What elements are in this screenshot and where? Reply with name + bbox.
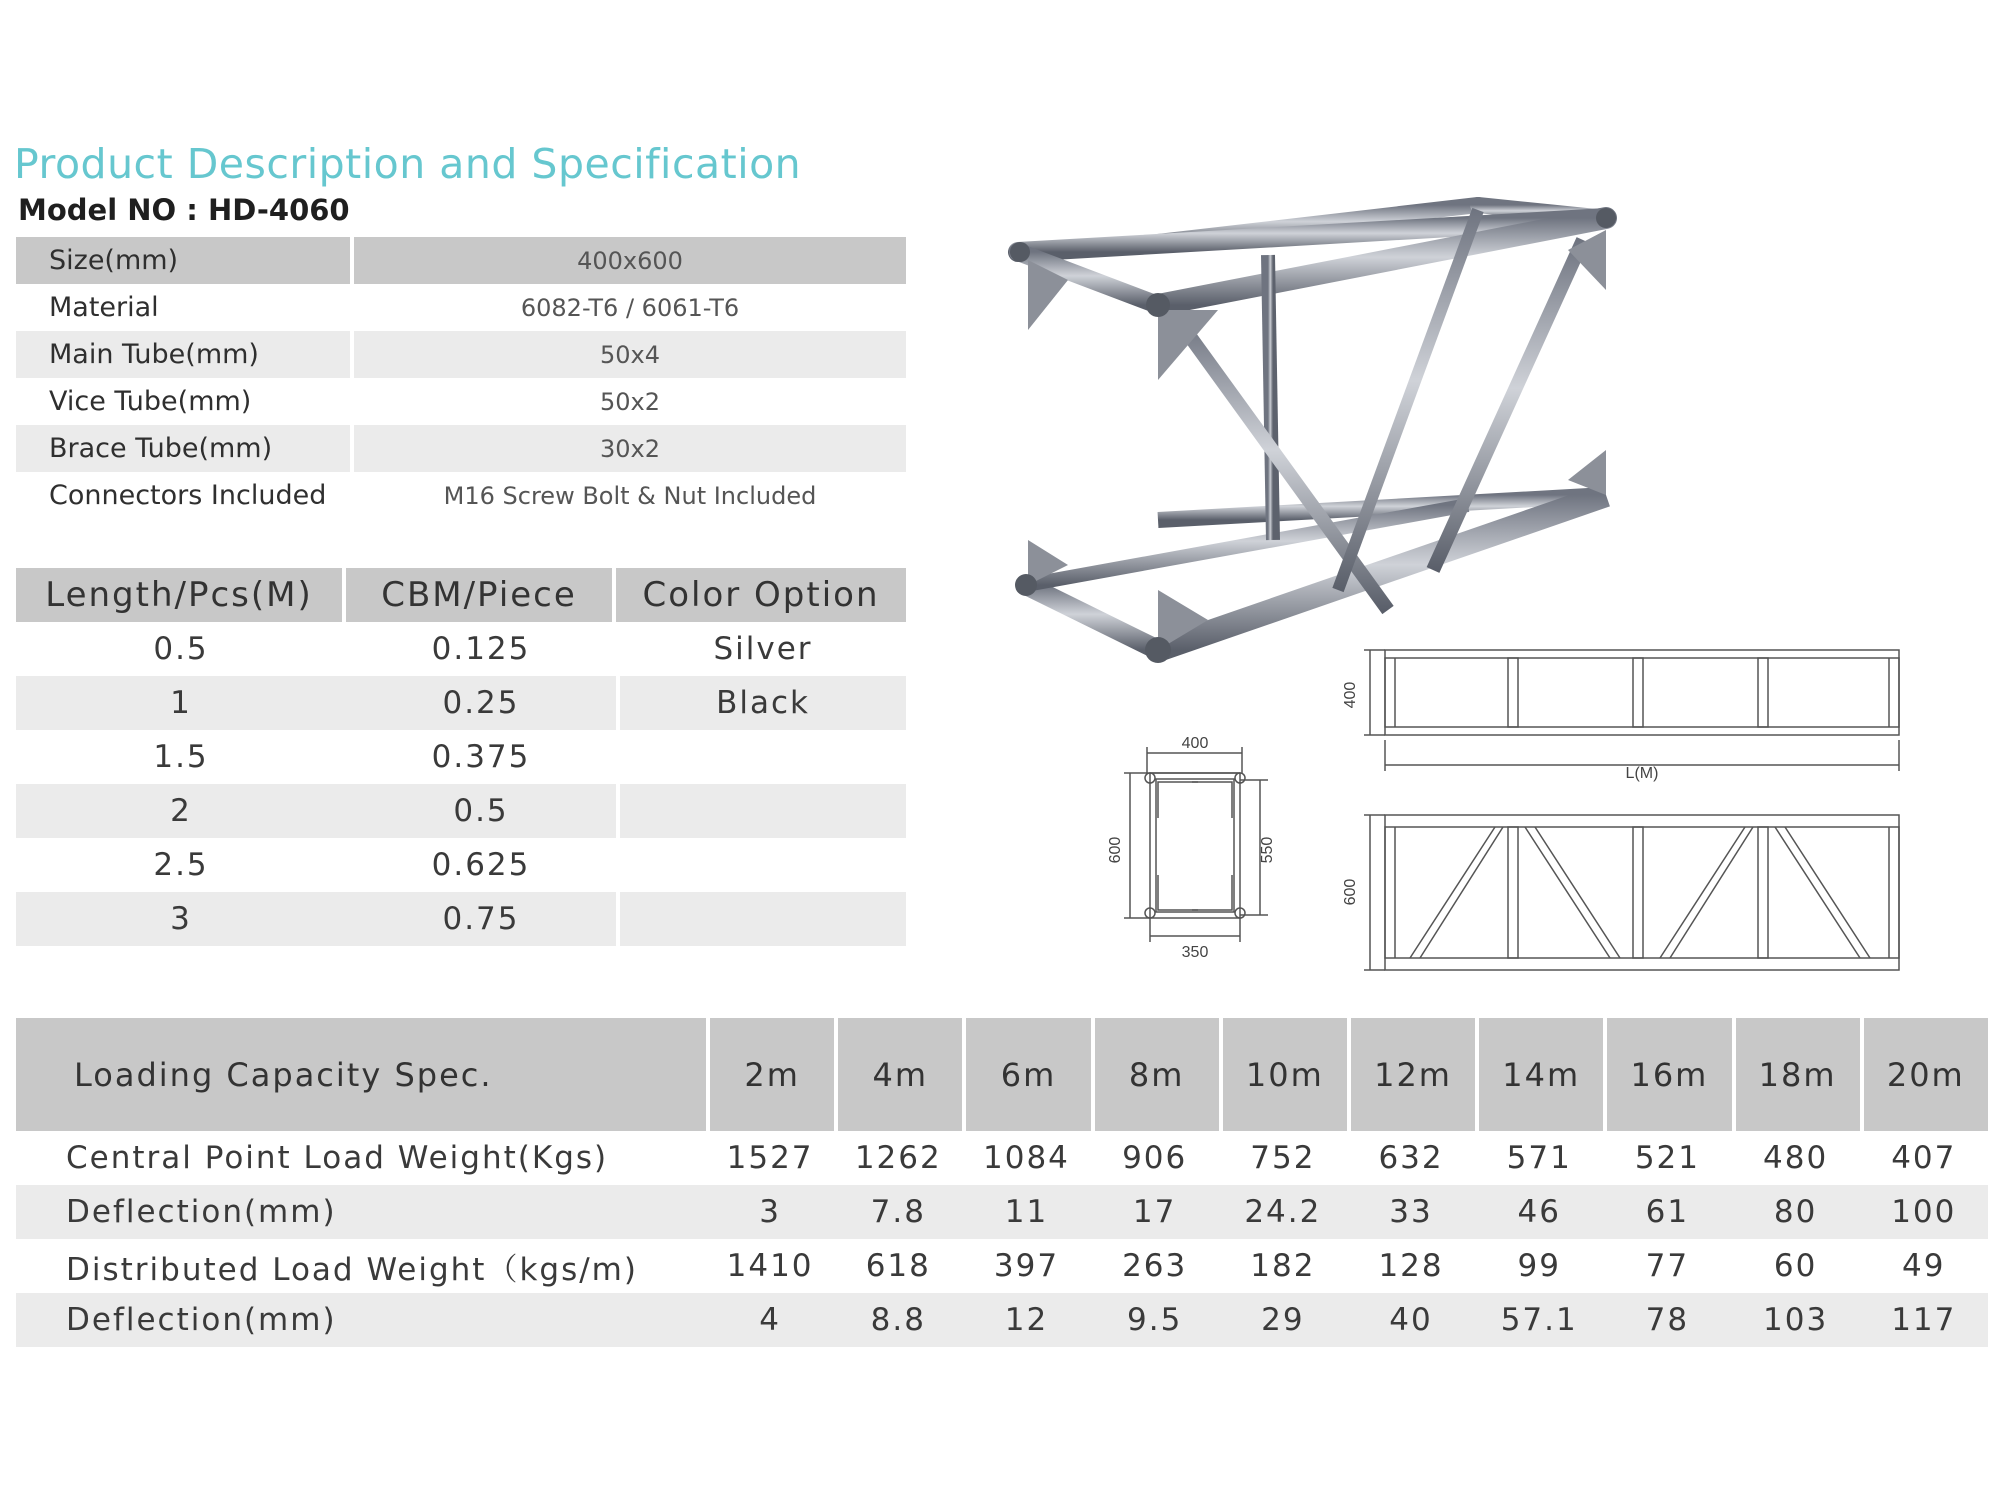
spec-label: Size(mm) — [49, 245, 179, 276]
dim-cross-left: 600 — [1107, 836, 1124, 864]
loading-capacity-table — [16, 1018, 1988, 1347]
spec-row — [16, 378, 906, 425]
model-label: Model NO — [18, 193, 177, 227]
loading-table-title: Loading Capacity Spec. — [74, 1055, 493, 1094]
table-cell: 60 — [1773, 1248, 1818, 1284]
column-header-cbm: CBM/Piece — [346, 568, 616, 622]
spec-row — [16, 425, 906, 472]
spec-value: 400x600 — [350, 237, 906, 284]
table-row — [16, 730, 906, 784]
spec-value: 30x2 — [350, 425, 906, 472]
table-cell: 78 — [1645, 1302, 1690, 1338]
color-cell — [616, 892, 906, 946]
table-cell: 906 — [1122, 1140, 1188, 1176]
spec-label: Vice Tube(mm) — [49, 386, 252, 417]
table-row — [16, 676, 906, 730]
cbm-cell: 0.75 — [442, 901, 520, 937]
table-cell: 49 — [1902, 1248, 1946, 1284]
column-header-span: 16m — [1603, 1018, 1731, 1131]
table-cell: 182 — [1250, 1248, 1316, 1284]
column-header-span: 20m — [1860, 1018, 1988, 1131]
table-cell: 9.5 — [1127, 1302, 1183, 1338]
cbm-cell: 0.125 — [431, 631, 531, 667]
table-cell: 571 — [1506, 1140, 1572, 1176]
column-header-span: 12m — [1347, 1018, 1475, 1131]
table-cell: 3 — [759, 1194, 781, 1230]
cbm-cell: 0.375 — [431, 739, 531, 775]
table-cell: 618 — [865, 1248, 931, 1284]
dim-front-height: 600 — [1342, 878, 1359, 906]
table-cell: 24.2 — [1244, 1194, 1322, 1230]
row-label: Distributed Load Weight（kgs/m) — [66, 1251, 638, 1288]
color-cell: Silver — [616, 622, 906, 676]
table-cell: 1527 — [726, 1140, 814, 1176]
front-elevation-drawing — [1364, 815, 1899, 970]
color-cell — [616, 730, 906, 784]
truss-product-image — [1008, 180, 1648, 700]
column-header-span: 4m — [834, 1018, 962, 1131]
spec-value: 6082-T6 / 6061-T6 — [350, 284, 906, 331]
table-cell: 397 — [993, 1248, 1060, 1284]
table-cell: 521 — [1634, 1140, 1700, 1176]
table-cell: 11 — [1004, 1194, 1049, 1230]
table-cell: 407 — [1891, 1140, 1957, 1176]
table-row — [16, 1185, 1988, 1239]
length-cell: 2 — [170, 793, 192, 829]
dim-side-height: 400 — [1342, 681, 1359, 709]
cbm-cell: 0.25 — [442, 685, 520, 721]
column-header-span: 10m — [1219, 1018, 1347, 1131]
length-cell: 1 — [170, 685, 192, 721]
loading-table-header — [16, 1018, 1988, 1131]
row-label: Central Point Load Weight(Kgs) — [66, 1140, 609, 1176]
table-cell: 1410 — [726, 1248, 814, 1284]
length-cell: 0.5 — [153, 631, 209, 667]
column-header-span: 2m — [706, 1018, 834, 1131]
column-header-span: 6m — [962, 1018, 1090, 1131]
table-row — [16, 784, 906, 838]
spec-label: Main Tube(mm) — [49, 339, 259, 370]
model-value: HD-4060 — [207, 193, 350, 227]
spec-row — [16, 237, 906, 284]
table-cell: 80 — [1773, 1194, 1818, 1230]
table-cell: 17 — [1132, 1194, 1177, 1230]
cbm-cell: 0.5 — [453, 793, 509, 829]
technical-drawing — [1090, 640, 1990, 980]
table-cell: 33 — [1389, 1194, 1433, 1230]
table-cell: 1262 — [854, 1140, 942, 1176]
table-cell: 117 — [1891, 1302, 1957, 1338]
spec-value: M16 Screw Bolt & Nut Included — [350, 472, 906, 519]
length-cell: 3 — [170, 901, 192, 937]
color-cell: Black — [616, 676, 906, 730]
table-cell: 57.1 — [1500, 1302, 1578, 1338]
column-header-color: Color Option — [642, 575, 880, 615]
dim-cross-top: 400 — [1181, 735, 1209, 752]
table-cell: 77 — [1645, 1248, 1690, 1284]
table-cell: 263 — [1122, 1248, 1188, 1284]
table-row — [16, 892, 906, 946]
spec-row — [16, 331, 906, 378]
table-cell: 1084 — [983, 1140, 1070, 1176]
spec-table — [16, 237, 906, 519]
spec-value: 50x2 — [350, 378, 906, 425]
table-row — [16, 622, 906, 676]
spec-value: 50x4 — [350, 331, 906, 378]
table-cell: 128 — [1378, 1248, 1444, 1284]
page-title: Product Description and Specification — [14, 140, 802, 188]
spec-label: Material — [49, 292, 159, 323]
spec-row — [16, 472, 906, 519]
side-elevation-drawing — [1364, 650, 1899, 771]
dim-cross-right: 550 — [1259, 836, 1276, 864]
color-cell — [616, 838, 906, 892]
table-cell: 46 — [1517, 1194, 1561, 1230]
length-table — [16, 568, 906, 946]
row-label: Deflection(mm) — [66, 1194, 337, 1230]
length-cell: 1.5 — [153, 739, 209, 775]
table-cell: 100 — [1891, 1194, 1957, 1230]
color-cell — [616, 784, 906, 838]
dim-side-length: L(M) — [1625, 765, 1659, 782]
table-row — [16, 1131, 1988, 1185]
table-cell: 12 — [1004, 1302, 1049, 1338]
table-cell: 4 — [759, 1302, 781, 1338]
table-cell: 103 — [1763, 1302, 1829, 1338]
table-cell: 29 — [1261, 1302, 1305, 1338]
table-cell: 61 — [1645, 1194, 1690, 1230]
table-cell: 99 — [1517, 1248, 1561, 1284]
table-row — [16, 838, 906, 892]
spec-label: Brace Tube(mm) — [49, 433, 273, 464]
column-header-span: 8m — [1091, 1018, 1219, 1131]
cross-section-drawing — [1124, 747, 1268, 942]
dim-cross-bottom: 350 — [1181, 944, 1209, 961]
table-row — [16, 1239, 1988, 1293]
column-header-length: Length/Pcs(M) — [16, 568, 346, 622]
length-cell: 2.5 — [153, 847, 209, 883]
length-table-header — [16, 568, 906, 622]
row-label: Deflection(mm) — [66, 1302, 337, 1338]
model-number: Model NO : HD-4060 — [18, 193, 350, 227]
table-cell: 480 — [1763, 1140, 1829, 1176]
cbm-cell: 0.625 — [431, 847, 531, 883]
column-header-span: 14m — [1475, 1018, 1603, 1131]
spec-row — [16, 284, 906, 331]
table-cell: 752 — [1250, 1140, 1316, 1176]
table-row — [16, 1293, 1988, 1347]
table-cell: 7.8 — [870, 1194, 926, 1230]
spec-label: Connectors Included — [49, 480, 327, 511]
column-header-span: 18m — [1732, 1018, 1860, 1131]
table-cell: 632 — [1378, 1140, 1444, 1176]
table-cell: 40 — [1389, 1302, 1433, 1338]
table-cell: 8.8 — [870, 1302, 926, 1338]
